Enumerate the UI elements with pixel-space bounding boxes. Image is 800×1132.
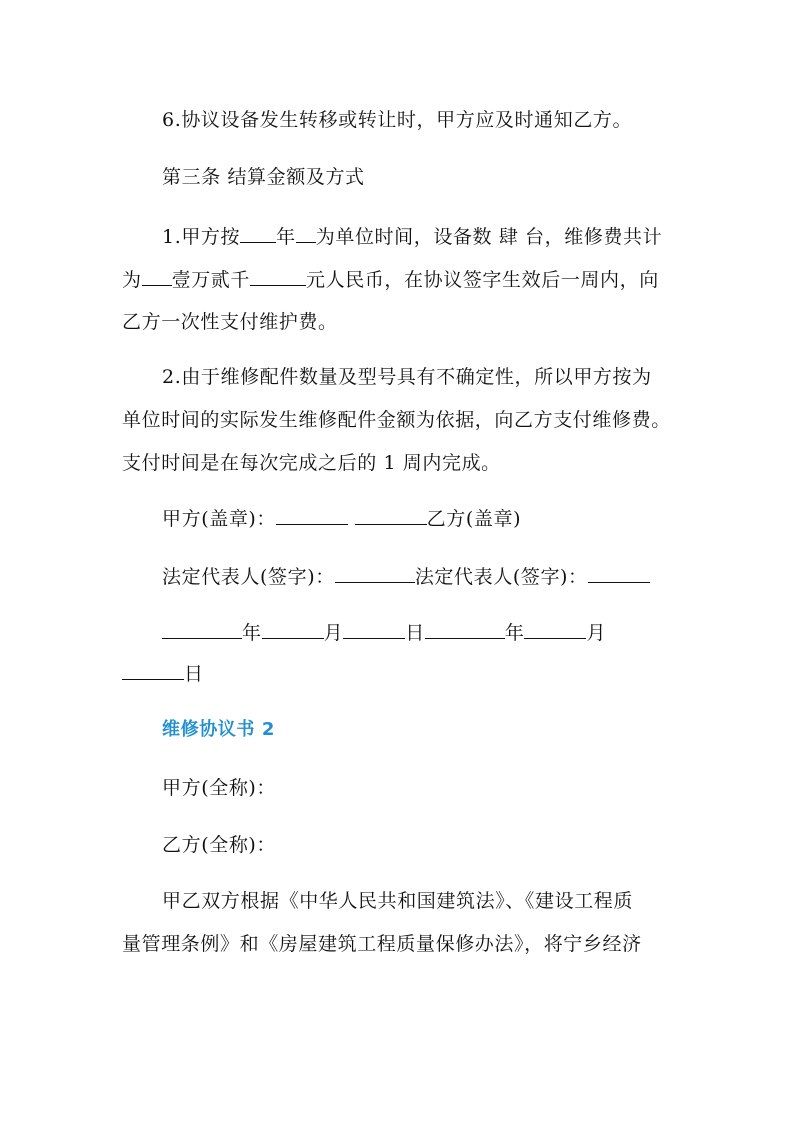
item2-line2: 单位时间的实际发生维修配件金额为依据，向乙方支付维修费。	[122, 409, 671, 431]
month-label: 月	[586, 622, 607, 644]
payment-item-2-line-2	[122, 408, 671, 432]
party-b-label: 乙方(全称)：	[162, 834, 277, 856]
year-label: 年	[242, 622, 262, 644]
date-a-year-field[interactable]	[162, 620, 242, 639]
intro-line-2	[122, 932, 642, 956]
legal-rep-b-label: 法定代表人(签字)：	[414, 566, 588, 588]
party-a-seal-label: 甲方(盖章)：	[162, 508, 277, 530]
item2-line3: 支付时间是在每次完成之后的 1 周内完成。	[122, 452, 501, 474]
date-a-day-field[interactable]	[343, 620, 405, 639]
item1-prefix: 1.甲方按	[162, 226, 241, 248]
year-label: 年	[504, 622, 525, 644]
article-title-text: 第三条 结算金额及方式	[162, 166, 365, 188]
item1-line3: 乙方一次性支付维护费。	[122, 311, 338, 333]
intro-line-1	[162, 889, 633, 913]
payment-item-1-line-2	[122, 267, 659, 292]
article-3-title	[162, 165, 365, 189]
legal-rep-b-field[interactable]	[588, 564, 650, 583]
date-b-year-field[interactable]	[425, 620, 505, 639]
clause-text: 6.协议设备发生转移或转让时，甲方应及时通知乙方。	[162, 109, 633, 131]
section-heading	[162, 718, 275, 742]
blank-field-amount-post[interactable]	[250, 267, 306, 286]
clause-item-6	[162, 108, 632, 132]
year-label: 年	[276, 226, 296, 248]
blank-field-unit[interactable]	[296, 224, 316, 243]
payment-item-1-line-3	[122, 310, 338, 334]
payment-item-2-line-1	[162, 365, 652, 389]
date-b-day-field[interactable]	[122, 661, 184, 680]
legal-rep-line	[162, 564, 650, 589]
day-label: 日	[405, 622, 425, 644]
party-a-seal-field[interactable]	[276, 506, 348, 525]
payment-item-1-line-1	[162, 224, 662, 249]
intro-text-1: 甲乙双方根据《中华人民共和国建筑法》、《建设工程质	[162, 890, 634, 912]
blank-field-amount-pre[interactable]	[142, 267, 172, 286]
party-a-fullname	[162, 776, 276, 800]
date-line-2	[122, 661, 204, 686]
party-b-seal-field[interactable]	[355, 506, 427, 525]
item2-line1: 2.由于维修配件数量及型号具有不确定性，所以甲方按为	[162, 366, 652, 388]
month-label: 月	[323, 622, 344, 644]
item1-mid: 为单位时间，设备数 肆 台，维修费共计	[315, 226, 663, 248]
party-a-label: 甲方(全称)：	[162, 777, 277, 799]
legal-rep-a-field[interactable]	[335, 564, 415, 583]
seal-line	[162, 506, 521, 531]
date-a-month-field[interactable]	[262, 620, 324, 639]
blank-field-years[interactable]	[240, 224, 276, 243]
date-b-month-field[interactable]	[524, 620, 586, 639]
day-label: 日	[184, 663, 204, 685]
date-line-1	[162, 620, 606, 645]
section-heading-text: 维修协议书 2	[162, 719, 275, 740]
party-b-fullname	[162, 833, 276, 857]
legal-rep-a-label: 法定代表人(签字)：	[162, 566, 335, 588]
amount-value: 壹万贰千	[171, 269, 251, 291]
item1-line2-suffix: 元人民币，在协议签字生效后一周内，向	[306, 269, 659, 291]
party-b-seal-label: 乙方(盖章)	[426, 508, 522, 530]
payment-item-2-line-3	[122, 451, 501, 475]
intro-text-2: 量管理条例》和《房屋建筑工程质量保修办法》，将宁乡经济	[122, 933, 642, 955]
item1-line2-prefix: 为	[122, 269, 142, 291]
